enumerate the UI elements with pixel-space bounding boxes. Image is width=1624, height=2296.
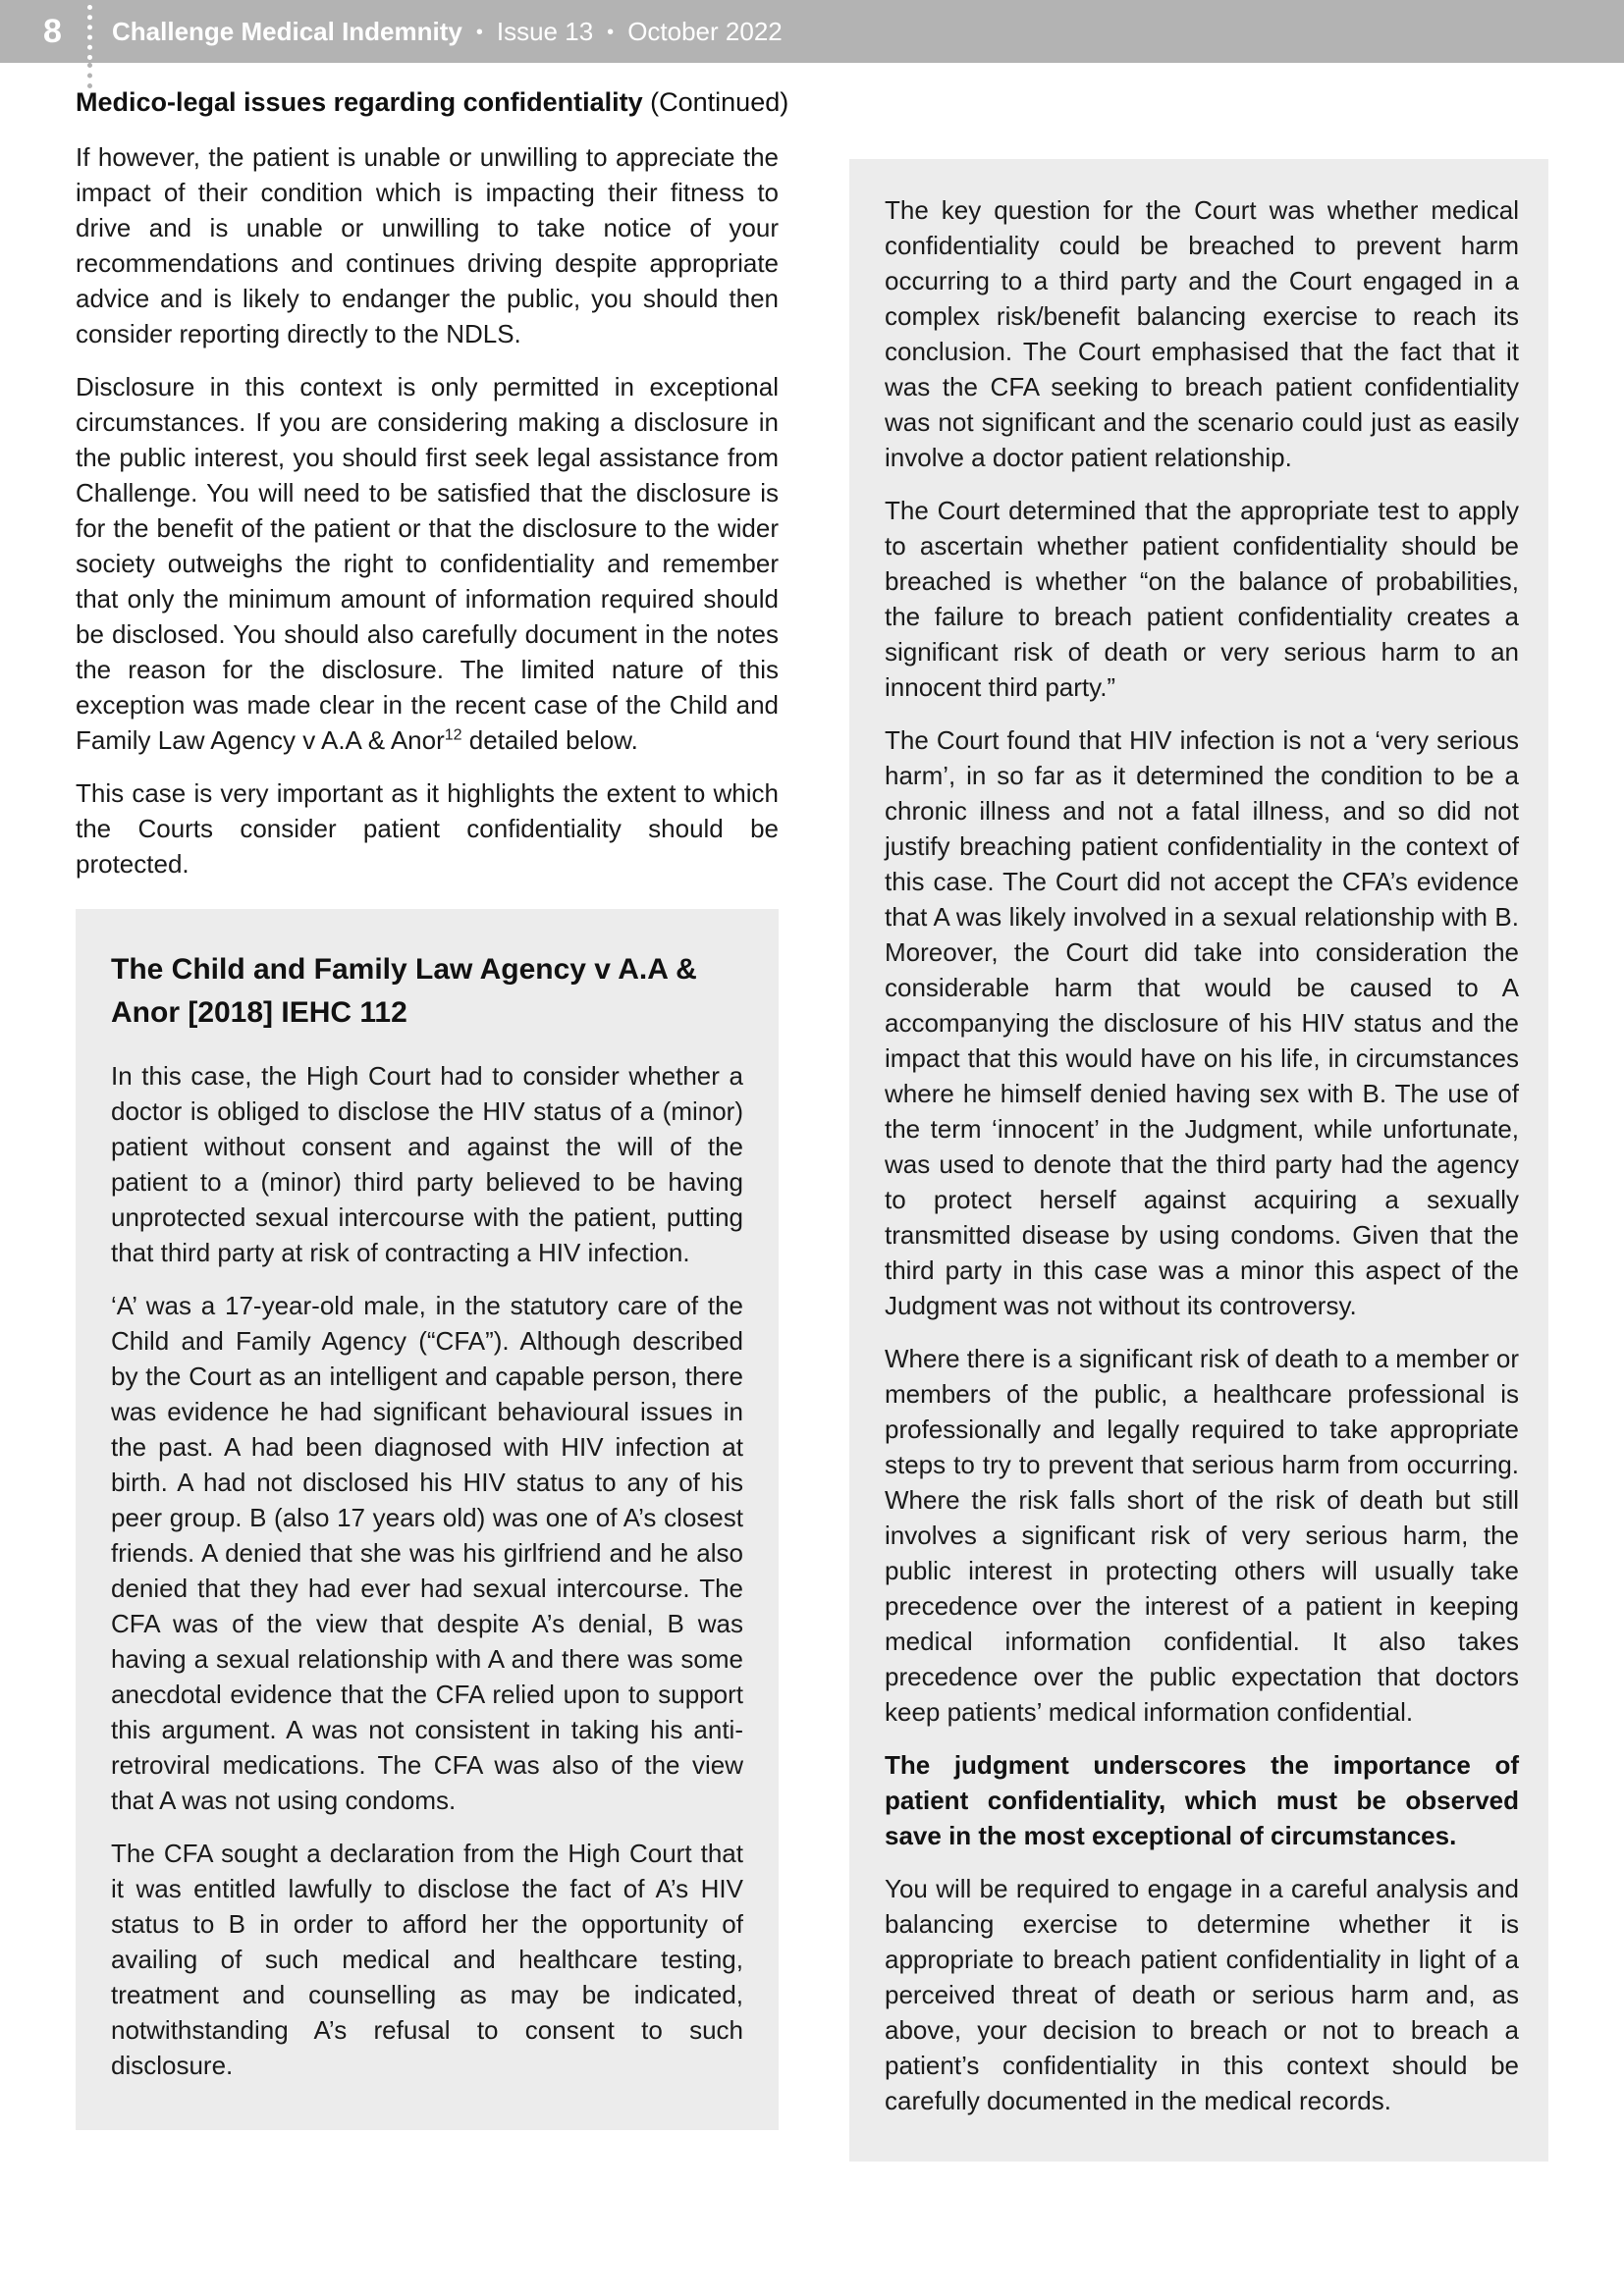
newsletter-title: Challenge Medical Indemnity (112, 17, 462, 46)
paragraph-text: detailed below. (461, 725, 638, 755)
left-column (76, 139, 779, 2130)
case-box-paragraph: ‘A’ was a 17-year-old male, in the statutory care of the Child and Family Agency (“CFA”). Although described by the Court as an intelligent and capable person, there was evidence he had significant behavioural issues in the past. A had been diagnosed with HIV infection at birth. A had not disclosed his HIV status to any of his peer group. B (also 17 years old) was one of A’s closest friends. A denied that she was his girlfriend and he also denied that they had ever had sexual intercourse. The CFA was of the view that despite A’s denial, B was having a sexual relationship with A and there was some anecdotal evidence that the CFA relied upon to support this argument. A was not consistent in taking his anti-retroviral medications. The CFA was also of the view that A was not using condoms. (111, 1291, 743, 1815)
bullet-separator: • (475, 22, 483, 43)
case-box-heading: The Child and Family Law Agency v A.A & Anor [2018] IEHC 112 (111, 953, 697, 1029)
page-number: 8 (43, 13, 62, 50)
analysis-paragraph: You will be required to engage in a careful analysis and balancing exercise to determine whether it is appropriate to breach patient confidentiality in light of a perceived threat of death or serious harm and, as above, your decision to breach or not to breach a patient’s confidentiality in this context should be carefully documented in the medical records. (885, 1874, 1519, 2115)
analysis-paragraph: The key question for the Court was whether medical confidentiality could be breached to prevent harm occurring to a third party and the Court engaged in a complex risk/benefit balancing exercise to reach its conclusion. The Court emphasised that the fact that it was the CFA seeking to breach patient confidentiality was not significant and the scenario could just as easily involve a doctor patient relationship. (885, 195, 1519, 472)
article-title-continued: (Continued) (642, 87, 789, 117)
analysis-paragraph: Where there is a significant risk of death to a member or members of the public, a healthcare professional is professionally and legally required to take appropriate steps to try to prevent that serious harm from occurring. Where the risk falls short of the risk of death but still involves a significant risk of very serious harm, the public interest in protecting others will usually take precedence over the interest of a patient in keeping medical information confidential. It also takes precedence over the public expectation that doctors keep patients’ medical information confidential. (885, 1344, 1519, 1727)
case-box-paragraph: The CFA sought a declaration from the High Court that it was entitled lawfully to disclose the fact of A’s HIV status to B in order to afford her the opportunity of availing of such medical and healthcare testing, treatment and counselling as may be indicated, notwithstanding A’s refusal to consent to such disclosure. (111, 1839, 743, 2080)
analysis-paragraph: The Court determined that the appropriate test to apply to ascertain whether patient confidentiality should be breached is whether “on the balance of probabilities, the failure to breach patient confidentiality creates a significant risk of death or very serious harm to an innocent third party.” (885, 496, 1519, 702)
paragraph-text: Disclosure in this context is only permitted in exceptional circumstances. If you are considering making a disclosure in the public interest, you should first seek legal assistance from Challenge. You will need to be satisfied that the disclosure is for the benefit of the patient or that the disclosure to the wider society outweighs the right to confidentiality and remember that only the minimum amount of information required should be disclosed. You should also carefully document in the notes the reason for the disclosure. The limited nature of this exception was made clear in the recent case of the Child and Family Law Agency v A.A & Anor (76, 372, 779, 755)
analysis-box (849, 159, 1548, 2162)
dotted-divider-tail (87, 63, 92, 88)
page-header-bar (0, 0, 1624, 63)
article-title (76, 86, 788, 118)
issue-date: October 2022 (627, 17, 783, 46)
body-paragraph: This case is very important as it highlights the extent to which the Courts consider patient confidentiality should be protected. (76, 778, 779, 879)
two-column-layout (76, 139, 1548, 2162)
issue-label: Issue 13 (496, 17, 594, 46)
case-summary-box (76, 909, 779, 2130)
body-paragraph (76, 369, 779, 758)
dotted-divider (87, 5, 92, 60)
body-paragraph: If however, the patient is unable or unwilling to appreciate the impact of their condition which is impacting their fitness to drive and is unable or unwilling to take notice of your recommendations and continues driving despite appropriate advice and is likely to endanger the public, you should then consider reporting directly to the NDLS. (76, 142, 779, 348)
judgment-emphasis-paragraph: The judgment underscores the importance of patient confidentiality, which must be observed save in the most exceptional of circumstances. (885, 1750, 1519, 1850)
bullet-separator: • (607, 22, 615, 43)
article-title-text: Medico-legal issues regarding confidentiality (76, 87, 643, 117)
case-box-paragraph: In this case, the High Court had to consider whether a doctor is obliged to disclose the HIV status of a (minor) patient without consent and against the will of the patient to a (minor) third party believed to be having unprotected sexual intercourse with the patient, putting that third party at risk of contracting a HIV infection. (111, 1061, 743, 1267)
right-column (849, 139, 1548, 2162)
analysis-paragraph: The Court found that HIV infection is not a ‘very serious harm’, in so far as it determined the condition to be a chronic illness and not a fatal illness, and so did not justify breaching patient confidentiality in the context of this case. The Court did not accept the CFA’s evidence that A was likely involved in a sexual relationship with B. Moreover, the Court did take into consideration the considerable harm that would be caused to A accompanying the disclosure of his HIV status and the impact that this would have on his life, in circumstances where he himself denied having sex with B. The use of the term ‘innocent’ in the Judgment, while unfortunate, was used to denote that the third party had the agency to protect herself against acquiring a sexually transmitted disease by using condoms. Given that the third party in this case was a minor this aspect of the Judgment was not without its controversy. (885, 725, 1519, 1320)
masthead (112, 0, 783, 63)
footnote-marker: 12 (444, 726, 462, 744)
